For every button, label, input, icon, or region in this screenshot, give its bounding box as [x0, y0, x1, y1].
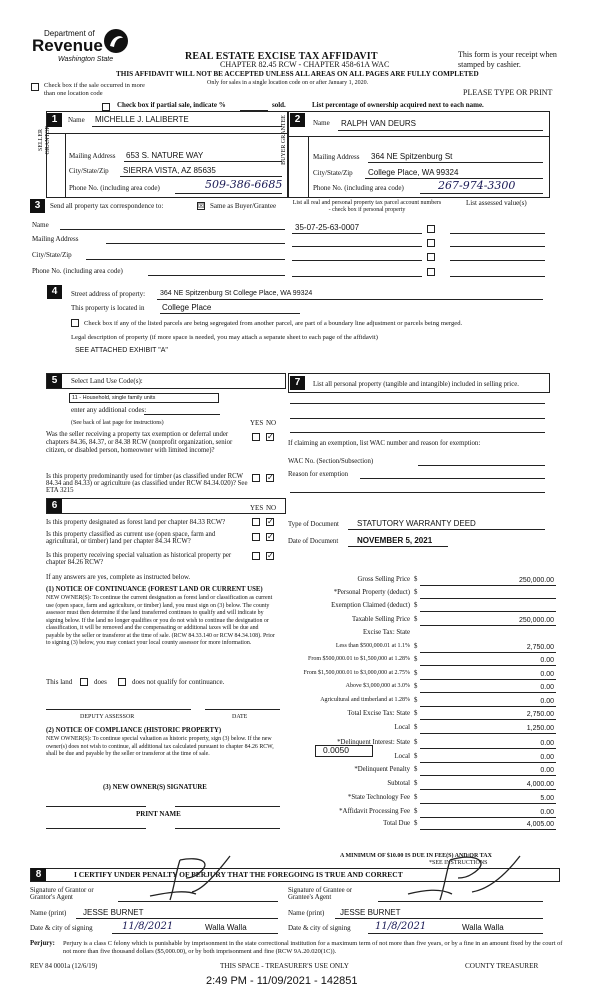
- form-revision: REV 84 0001a (12/6/19): [30, 963, 98, 970]
- street-address-line: [157, 299, 543, 300]
- assessed-line-4: [450, 276, 545, 277]
- s3-phone-line: [148, 275, 285, 276]
- personal-property-line-3: [290, 432, 545, 433]
- tax-row-dollar: $: [414, 670, 418, 677]
- see-back-label: (See back of last page for instructions): [71, 420, 164, 426]
- buyer-mailing-line: [368, 162, 543, 163]
- buyer-phone-label: Phone No. (including area code): [313, 184, 404, 192]
- personal-property-checkbox-1[interactable]: [427, 225, 435, 233]
- section-2-number: 2: [290, 113, 305, 127]
- grantee-date-label: Date & city of signing: [288, 924, 351, 932]
- exemption-label: If claiming an exemption, list WAC number and reason for exemption:: [288, 440, 481, 447]
- grantor-signature-label: Signature of Grantor or Grantor's Agent: [30, 887, 94, 902]
- parcel-line-2: [292, 246, 422, 247]
- personal-property-checkbox-4[interactable]: [427, 268, 435, 276]
- personal-property-checkbox-3[interactable]: [427, 253, 435, 261]
- dor-logo-icon: [103, 28, 129, 57]
- document-type-line: [348, 529, 545, 530]
- tax-row-label: *Personal Property (deduct): [333, 589, 410, 596]
- s6-question-3: Is this property receiving special valuation as historical property per chapter 84.26 RCW?: [46, 552, 232, 567]
- seller-mailing[interactable]: 653 S. NATURE WAY: [126, 151, 204, 160]
- buyer-side-label: BUYER GRANTEE: [281, 115, 287, 165]
- grantor-date[interactable]: 11/8/2021: [122, 921, 174, 932]
- s3-phone-label: Phone No. (including area code): [32, 267, 123, 275]
- s5-q1-yes[interactable]: [252, 433, 260, 441]
- tax-row-dollar: $: [414, 616, 418, 623]
- if-yes-note: If any answers are yes, complete as instructed below.: [46, 574, 191, 581]
- located-label: This property is located in: [71, 304, 145, 312]
- buyer-side-divider: [308, 136, 309, 198]
- please-type-label: PLEASE TYPE OR PRINT: [463, 88, 553, 97]
- tax-row-label: Gross Selling Price: [357, 576, 410, 583]
- tax-row-label: *Delinquent Interest: State: [337, 739, 410, 746]
- grantee-date-line: [368, 933, 543, 934]
- land-does-label: does: [94, 678, 107, 686]
- grantee-city[interactable]: Walla Walla: [462, 923, 504, 932]
- s6-q1-yes[interactable]: [252, 518, 260, 526]
- minimum-due-note: A MINIMUM OF $10.00 IS DUE IN FEE(S) AND/OR TAX: [340, 853, 492, 859]
- local-rate: 0.0050: [323, 745, 349, 755]
- perjury-text: Perjury is a class C felony which is punishable by imprisonment in the state correctional institution for a maximum term of not more than five years, or by a fine in an amount fixed by the court of not more than five thousand dollars ($5,000.00), or by both imprisonment and fine (RCW 9A.20.020(1C)).: [63, 940, 563, 955]
- s6-yes: YES: [250, 504, 264, 512]
- multi-location-checkbox[interactable]: [31, 83, 39, 91]
- s6-q2-no[interactable]: ✓: [267, 532, 274, 541]
- tax-row-line: [420, 789, 556, 790]
- tax-row-value[interactable]: 0.00: [540, 740, 554, 747]
- land-does-not-checkbox[interactable]: [118, 678, 126, 686]
- print-name-line-2: [175, 828, 280, 829]
- s6-no: NO: [266, 504, 277, 512]
- grantor-name[interactable]: JESSE BURNET: [83, 908, 144, 917]
- s5-question-2: Is this property predominantly used for timber (as classified under RCW 84.34 and 84.33) or agriculture (as classified under RCW 84.34.020)? See ETA 3215: [46, 473, 248, 495]
- deputy-line: [46, 709, 191, 710]
- tax-row-line: [420, 817, 556, 818]
- buyer-phone-line: [420, 193, 543, 194]
- grantor-city[interactable]: Walla Walla: [205, 923, 247, 932]
- tax-row-dollar: $: [414, 739, 418, 746]
- s6-question-1: Is this property designated as forest land per chapter 84.33 RCW?: [46, 519, 226, 526]
- street-address-label: Street address of property:: [71, 290, 146, 298]
- perjury-label: Perjury:: [30, 940, 55, 947]
- tax-row-value[interactable]: 5.00: [540, 795, 554, 802]
- tax-row-label: Taxable Selling Price: [351, 616, 410, 623]
- notice-compliance-body: NEW OWNER(S): To continue special valuation as historic property, sign (3) below. If the new owner(s) does not wish to continue, all additional tax calculated pursuant to chapter 84.26 RCW, shall be due and payable by the seller or transferor at the time of sale.: [46, 736, 274, 758]
- tax-row-label: Total Due: [383, 820, 410, 827]
- tax-row-dollar: $: [414, 602, 418, 609]
- wac-line: [418, 465, 545, 466]
- seller-side-divider: [65, 133, 66, 198]
- receipt-stamp: 2:49 PM - 11/09/2021 - 142851: [206, 975, 358, 987]
- tax-row-line: [420, 665, 556, 666]
- s5-q2-yes[interactable]: [252, 474, 260, 482]
- wac-label: WAC No. (Section/Subsection): [288, 458, 374, 465]
- tax-row-value[interactable]: 0.00: [540, 754, 554, 761]
- new-owner-sig-line-2: [175, 806, 280, 807]
- tax-row-dollar: $: [414, 766, 418, 773]
- tax-row-line: [420, 733, 556, 734]
- deputy-date-line: [205, 709, 280, 710]
- tax-row-value[interactable]: 4,000.00: [526, 781, 554, 788]
- assessed-header: List assessed value(s): [466, 199, 527, 207]
- section-8-number: 8: [31, 868, 46, 881]
- tax-row-line: [420, 692, 556, 693]
- land-use-value: 11 - Household, single family units: [72, 395, 156, 401]
- notice-compliance-title: (2) NOTICE OF COMPLIANCE (HISTORIC PROPERTY): [46, 727, 222, 734]
- buyer-city[interactable]: College Place, WA 99324: [368, 168, 459, 177]
- seller-name-label: Name: [68, 116, 85, 124]
- personal-property-checkbox-2[interactable]: [427, 239, 435, 247]
- form-subtitle: CHAPTER 82.45 RCW - CHAPTER 458-61A WAC: [220, 60, 390, 69]
- assessed-line-3: [450, 260, 545, 261]
- section-6-number: 6: [47, 499, 62, 513]
- buyer-phone[interactable]: 267-974-3300: [438, 179, 516, 192]
- grantee-name-label: Name (print): [288, 909, 325, 917]
- tax-row-line: [420, 598, 556, 599]
- parcel-line-4: [292, 276, 422, 277]
- tax-row-dollar: $: [414, 780, 418, 787]
- grantor-date-label: Date & city of signing: [30, 924, 93, 932]
- print-name-label: PRINT NAME: [136, 810, 181, 818]
- tax-row-value[interactable]: 250,000.00: [518, 577, 554, 584]
- dor-logo-text-top: Department of: [44, 29, 95, 38]
- s5-no: NO: [266, 419, 277, 427]
- s3-mailing-line: [106, 243, 285, 244]
- seller-name-line: [92, 126, 282, 127]
- ownership-note: List percentage of ownership acquired next to each name.: [312, 101, 484, 109]
- partial-sale-label: Check box if partial sale, indicate %: [117, 101, 226, 109]
- additional-codes-label: enter any additional codes:: [71, 406, 147, 414]
- reason-line-2: [290, 492, 545, 493]
- tax-row-line: [420, 625, 556, 626]
- form-title: REAL ESTATE EXCISE TAX AFFIDAVIT: [185, 51, 378, 62]
- parcel-line-1: [292, 233, 422, 234]
- tax-row-value[interactable]: 2,750.00: [526, 711, 554, 718]
- assessed-line-1: [450, 233, 545, 234]
- grantor-signature-image: [140, 852, 250, 907]
- buyer-name[interactable]: RALPH VAN DEURS: [341, 119, 416, 128]
- s6-q3-yes[interactable]: [252, 552, 260, 560]
- tax-row-label: Total Excise Tax: State: [347, 710, 410, 717]
- dor-logo-subtext: Washington State: [58, 56, 114, 63]
- tax-row-dollar: $: [414, 724, 418, 731]
- buyer-name-label: Name: [313, 119, 330, 127]
- s5-q2-no[interactable]: ✓: [267, 473, 274, 482]
- grantee-date[interactable]: 11/8/2021: [375, 921, 427, 932]
- tax-row-value[interactable]: 4,005.00: [526, 821, 554, 828]
- s3-name-line: [60, 229, 285, 230]
- tax-row-label: Above $3,000,000 at 3.0%: [345, 683, 410, 689]
- personal-property-label: List all personal property (tangible and intangible) included in selling price.: [313, 381, 519, 388]
- s6-q1-no[interactable]: ✓: [267, 517, 274, 526]
- s5-q1-no[interactable]: ✓: [267, 432, 274, 441]
- located-city[interactable]: College Place: [162, 303, 212, 312]
- tax-row-dollar: $: [414, 753, 418, 760]
- legal-description[interactable]: SEE ATTACHED EXHIBIT "A": [75, 347, 168, 354]
- tax-row-dollar: $: [414, 710, 418, 717]
- buyer-name-line: [338, 130, 543, 131]
- tax-row-dollar: $: [414, 697, 418, 704]
- land-does-checkbox[interactable]: [80, 678, 88, 686]
- section-4-number: 4: [47, 285, 62, 299]
- seller-mailing-label: Mailing Address: [69, 152, 116, 160]
- tax-row-line: [420, 762, 556, 763]
- additional-codes-line: [144, 414, 220, 415]
- tax-row-label: Local: [394, 753, 410, 760]
- seller-phone-line: [175, 193, 282, 194]
- seller-mailing-line: [124, 161, 282, 162]
- document-date-line: [348, 546, 448, 547]
- multi-location-label: Check box if the sale occurred in more than one location code: [44, 82, 145, 98]
- tax-row-value[interactable]: 0.00: [540, 684, 554, 691]
- tax-row-value[interactable]: 1,250.00: [526, 725, 554, 732]
- tax-row-dollar: $: [414, 683, 418, 690]
- tax-row-line: [420, 679, 556, 680]
- tax-row-dollar: $: [414, 643, 418, 650]
- segregated-label: Check box if any of the listed parcels are being segregated from another parcel, are part of a boundary line adjustment or parcels being merged.: [84, 320, 463, 327]
- seller-city-line: [120, 176, 282, 177]
- located-line: [160, 313, 300, 314]
- grantee-name-line: [335, 918, 543, 919]
- s3-city-label: City/State/Zip: [32, 251, 72, 259]
- tax-row-label: Agricultural and timberland at 1.28%: [320, 697, 410, 703]
- treasurer-use-label: THIS SPACE - TREASURER'S USE ONLY: [220, 962, 349, 970]
- reason-line-1: [360, 478, 545, 479]
- buyer-city-label: City/State/Zip: [313, 169, 353, 177]
- tax-row-value[interactable]: 0.00: [540, 671, 554, 678]
- tax-row-label: From $500,000.01 to $1,500,000 at 1.28%: [308, 656, 410, 662]
- legal-description-label: Legal description of property (if more space is needed, you may attach a separate sheet to each page of the affidavit): [71, 334, 378, 341]
- personal-property-line-1: [290, 403, 545, 404]
- tax-row-dollar: $: [414, 794, 418, 801]
- deputy-date-label: DATE: [232, 714, 248, 720]
- tax-row-label: *State Technology Fee: [347, 794, 410, 801]
- tax-row-label: Subtotal: [387, 780, 410, 787]
- seller-divider: [46, 133, 288, 134]
- tax-row-line: [420, 652, 556, 653]
- sales-note: Only for sales in a single location code on or after January 1, 2020.: [207, 80, 369, 86]
- s3-name-label: Name: [32, 221, 49, 229]
- tax-row-line: [420, 611, 556, 612]
- tax-row-line: [420, 829, 556, 830]
- tax-row-dollar: $: [414, 576, 418, 583]
- document-date[interactable]: NOVEMBER 5, 2021: [357, 536, 433, 545]
- tax-row-line: [420, 719, 556, 720]
- tax-row-dollar: $: [414, 820, 418, 827]
- seller-phone-label: Phone No. (including area code): [69, 184, 160, 192]
- seller-city[interactable]: SIERRA VISTA, AZ 85635: [123, 166, 216, 175]
- s3-city-line: [86, 259, 285, 260]
- tax-row-value[interactable]: 0.00: [540, 767, 554, 774]
- print-name-line-1: [46, 828, 146, 829]
- document-date-label: Date of Document: [288, 538, 339, 545]
- grantee-signature-label: Signature of Grantee or Grantee's Agent: [288, 887, 352, 902]
- reason-label: Reason for exemption: [288, 471, 349, 478]
- tax-row-line: [420, 775, 556, 776]
- receipt-note: This form is your receipt when stamped by cashier.: [458, 50, 557, 69]
- parcel-line-3: [292, 260, 422, 261]
- document-type[interactable]: STATUTORY WARRANTY DEED: [357, 519, 476, 528]
- grantee-signature-image: [400, 850, 530, 907]
- segregated-checkbox[interactable]: [71, 319, 79, 327]
- seller-side-label: SELLER GRANTOR: [38, 125, 51, 155]
- grantee-name[interactable]: JESSE BURNET: [340, 908, 401, 917]
- parcel-header: List all real and personal property tax parcel account numbers - check box if personal property: [292, 200, 442, 214]
- tax-row-line: [420, 748, 556, 749]
- s3-mailing-label: Mailing Address: [32, 235, 79, 243]
- seller-city-label: City/State/Zip: [69, 167, 109, 175]
- tax-row-value[interactable]: 2,750.00: [526, 644, 554, 651]
- this-land-label: This land: [46, 678, 73, 686]
- notice-continuance-body: NEW OWNER(S): To continue the current designation as forest land or classification as current use (open space, farm and agriculture, or timber) land, you must sign on (3) below. The county assessor must then determine if the land transferred continues to qualify and will indicate by signing below. If the land no longer qualifies or you do not wish to continue the designation or classification, it will be removed and the compensating or additional taxes will be due and payable by the seller or transferor at the time of sale. (RCW 84.33.140 or RCW 84.34.108). Prior to signing (3) below, you may contact your local county assessor for more information.: [46, 595, 275, 647]
- tax-row-dollar: $: [414, 808, 418, 815]
- warning-text: THIS AFFIDAVIT WILL NOT BE ACCEPTED UNLESS ALL AREAS ON ALL PAGES ARE FULLY COMPLETED: [116, 70, 479, 78]
- section-3-number: 3: [30, 199, 45, 213]
- tax-row-label: Less than $500,000.01 at 1.1%: [335, 643, 410, 649]
- send-correspondence-label: Send all property tax correspondence to:: [50, 202, 164, 210]
- tax-row-line: [420, 803, 556, 804]
- buyer-divider: [288, 136, 550, 137]
- grantor-name-label: Name (print): [30, 909, 67, 917]
- tax-row-label: Local: [394, 724, 410, 731]
- s5-question-1: Was the seller receiving a property tax exemption or deferral under chapters 84.36, 84.37, or 84.38 RCW (nonprofit organization, senior citizen, or disabled person, homeowner with limited income)?: [46, 431, 233, 454]
- dor-logo-text: Revenue: [32, 36, 103, 55]
- new-owner-sig-line-1: [46, 806, 146, 807]
- land-use-select-label: Select Land Use Code(s):: [71, 377, 143, 385]
- seller-phone[interactable]: 509-386-6685: [205, 178, 283, 191]
- section-5-number: 5: [47, 374, 62, 388]
- grantor-name-line: [76, 918, 278, 919]
- tax-row-line: [420, 706, 556, 707]
- s6-q2-yes[interactable]: [252, 533, 260, 541]
- deputy-assessor-label: DEPUTY ASSESSOR: [80, 714, 135, 720]
- document-type-label: Type of Document: [288, 521, 339, 528]
- tax-row-dollar: $: [414, 656, 418, 663]
- notice-continuance-title: (1) NOTICE OF CONTINUANCE (FOREST LAND OR CURRENT USE): [46, 586, 263, 593]
- county-treasurer-label: COUNTY TREASURER: [465, 962, 539, 970]
- tax-row-value[interactable]: 250,000.00: [518, 617, 554, 624]
- tax-row-line: [420, 585, 556, 586]
- tax-row-value[interactable]: 0.00: [540, 698, 554, 705]
- new-owner-signature-label: (3) NEW OWNER(S) SIGNATURE: [103, 784, 207, 791]
- section-1-number: 1: [47, 113, 62, 127]
- seller-name[interactable]: MICHELLE J. LALIBERTE: [95, 115, 189, 124]
- tax-row-label: *Affidavit Processing Fee: [339, 808, 410, 815]
- same-as-buyer-checkbox[interactable]: ☒: [198, 202, 205, 210]
- assessed-line-2: [450, 246, 545, 247]
- partial-sale-checkbox[interactable]: [102, 103, 110, 111]
- personal-property-line-2: [290, 418, 545, 419]
- see-instructions-note: *SEE INSTRUCTIONS: [429, 860, 488, 866]
- land-does-not-label: does not qualify for continuance.: [132, 678, 225, 686]
- tax-row-value[interactable]: 0.00: [540, 657, 554, 664]
- buyer-mailing[interactable]: 364 NE Spitzenburg St: [371, 152, 453, 161]
- street-address[interactable]: 364 NE Spitzenburg St College Place, WA 99324: [160, 290, 313, 297]
- tax-row-value[interactable]: 0.00: [540, 809, 554, 816]
- sold-label: sold.: [272, 101, 286, 109]
- tax-row-label: From $1,500,000.01 to $3,000,000 at 2.75%: [303, 670, 410, 676]
- s6-question-2: Is this property classified as current use (open space, farm and agricultural, or timber) land per chapter 84.34 RCW?: [46, 531, 216, 546]
- tax-row-label: Exemption Claimed (deduct): [331, 602, 410, 609]
- certify-statement: I CERTIFY UNDER PENALTY OF PERJURY THAT THE FOREGOING IS TRUE AND CORRECT: [74, 870, 403, 879]
- section-7-number: 7: [290, 376, 305, 390]
- s6-q3-no[interactable]: ✓: [267, 551, 274, 560]
- buyer-mailing-label: Mailing Address: [313, 153, 360, 161]
- tax-row-label: *Delinquent Penalty: [354, 766, 410, 773]
- s5-yes: YES: [250, 419, 264, 427]
- tax-row-label: Excise Tax: State: [363, 629, 410, 636]
- tax-row-dollar: $: [414, 589, 418, 596]
- parcel-number[interactable]: 35-07-25-63-0007: [295, 223, 360, 232]
- grantor-date-line: [112, 933, 278, 934]
- same-as-buyer-label: Same as Buyer/Grantee: [210, 202, 277, 210]
